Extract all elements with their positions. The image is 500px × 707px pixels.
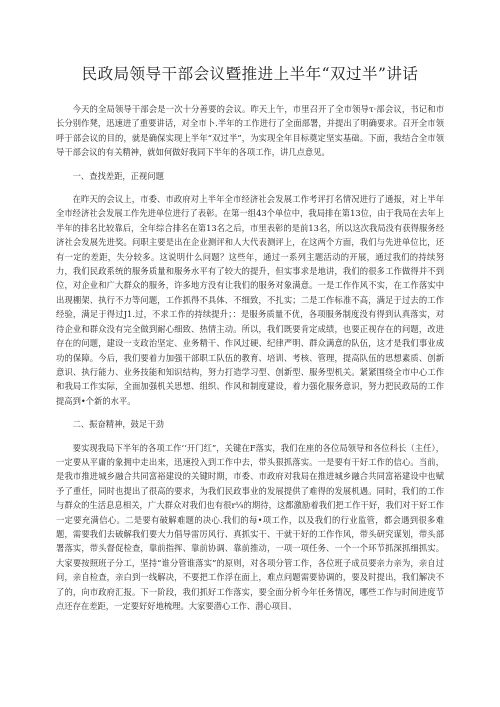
section-1-heading: 一、查找差距，正视问题 — [72, 170, 164, 181]
document-title: 民政局领导干部会议暨推进上半年“双过半”讲话 — [81, 65, 419, 83]
section-1-paragraph: 在昨天的会议上，市委、市政府对上半年全市经济社会发展工作考评打名情况进行了通报，对上半年全市经济社会发展工作先进单位进行了表彰。在第一组43个单位中，我局排在第13位，由于我局在去年上半年的排名比较靠后，全年综合排名在第13名之后，市里表彰的是前13名，所以这次我局没有获得服务经济社会发展先进奖。问职主要是出在企业测评和人大代表测评上，在这两个方面，我们与先进单位比，还有一定的差距，失分较多。这说明什么问题？这些年，通过一系列主题活动的开展，通过我们的持续努力，我们民政系统的服务质量和服务水平有了较大的提升，但实事求是地讲，我们的很多工作做得并不到位，对企业和广大群众的服务，许多地方没有让我们的服务对象满意。一是工作作风不实，在工作落实中出现棚架、执行不力等问题，工作抓得不具体、不细致，不扎实；二是工作标准不高，满足于过去的工作经验，满足于得过J1.过，不求工作的持续提升；：是服务质量不优，各项服务制度没有得到认真落实，对待企业和群众没有完全做到耐心细致、热情主动。所以，我们既要肯定成绩，也要正视存在的问题，改进存在的问题，建设一支政治坚定、业务精干、作风过硬、纪律严明、群众满意的队伍，这才是我们事业成功的保障。今后，我们要着力加强干部职工队伍的教育、培训、考核、管理，提高队伍的思想素质、创新意识、执行能力、业务技能和知识结构，努力打造学习型、创新型、服务型机关。紧紧围绕全市中心工作和我局工作实际，全面加强机关思想、组织、作风和制度建设，着力强化服务意识，努力把民政局的工作提高到•个新的水平。 — [56, 194, 444, 406]
section-2-paragraph: 要实现我局下半年的各项工作’‘开门红”，关键在F落实，我们在座的各位局领导和各位科长（主任），一定要从平庸的象拥中走出来，迅速投入到工作中去，带头狠抓落实。一是要有干好工作的信心。当前，是我市推进城乡融合共同富裕建设的关键时期，市委、市政府对我局在推进城乡融合共同富裕建设中也赋予了重任，同时也提出了很高的要求，为我们民政事业的发展提供了难得的发展机遇。同时，我们的工作与群众的生活息息相关，广大群众对我们也有很r¼的期待，这都激励着我们把工作干好，我们对干好工作一定要充满信心。二是要有破解难题的决心.我们的每•项工作，以及我们的行业监管，都会遇到很多难题，需要我们去破解我们要大力倡导雷厉风行、真抓实干、干就干好的工作作风，带头研究谋划，带头部署落实，带头督促检查，靠前指挥、靠前协调、靠前推动，一项一项任务、一个一个环节抓深抓细抓实。大家要按照班子分工，坚持“谁分管谁落实”的原则，对各项分管工作，各位班子成员要亲力亲为，亲自过问，亲自检查，亲白到一线解决，不要把工作浮在面上，难点问题需要协调的，要及时提出，我们解决不了的，向市政府汇报。下一阶段，我们抓好工作落实，要全面分析今年任务情况，哪些工作与时间进度节点还存在差距，一定要好好地梳理。大家要潜心工作、潜心项目、 — [56, 442, 444, 611]
section-2-heading: 二、振奋精神，鼓足干劲 — [72, 419, 164, 430]
intro-paragraph: 今天的全局领导干部会是一次十分善要的会议。昨天上午，市里召开了全市领导τ·部会议，书记和市长分别作凳，迅速进了重要讲话，对全市卜.半年的工作进行了全面部署，并提出了明确要求。召开全市领呼于部会议的目的，就是确保实现上半年“双过半”，为实现全年目标奠定坚实基础。下面，我结合全市领导干部会议的有关精神，就如何做好我同下半年的各项工作，讲几点意见。 — [56, 104, 444, 158]
document-body — [56, 102, 444, 613]
